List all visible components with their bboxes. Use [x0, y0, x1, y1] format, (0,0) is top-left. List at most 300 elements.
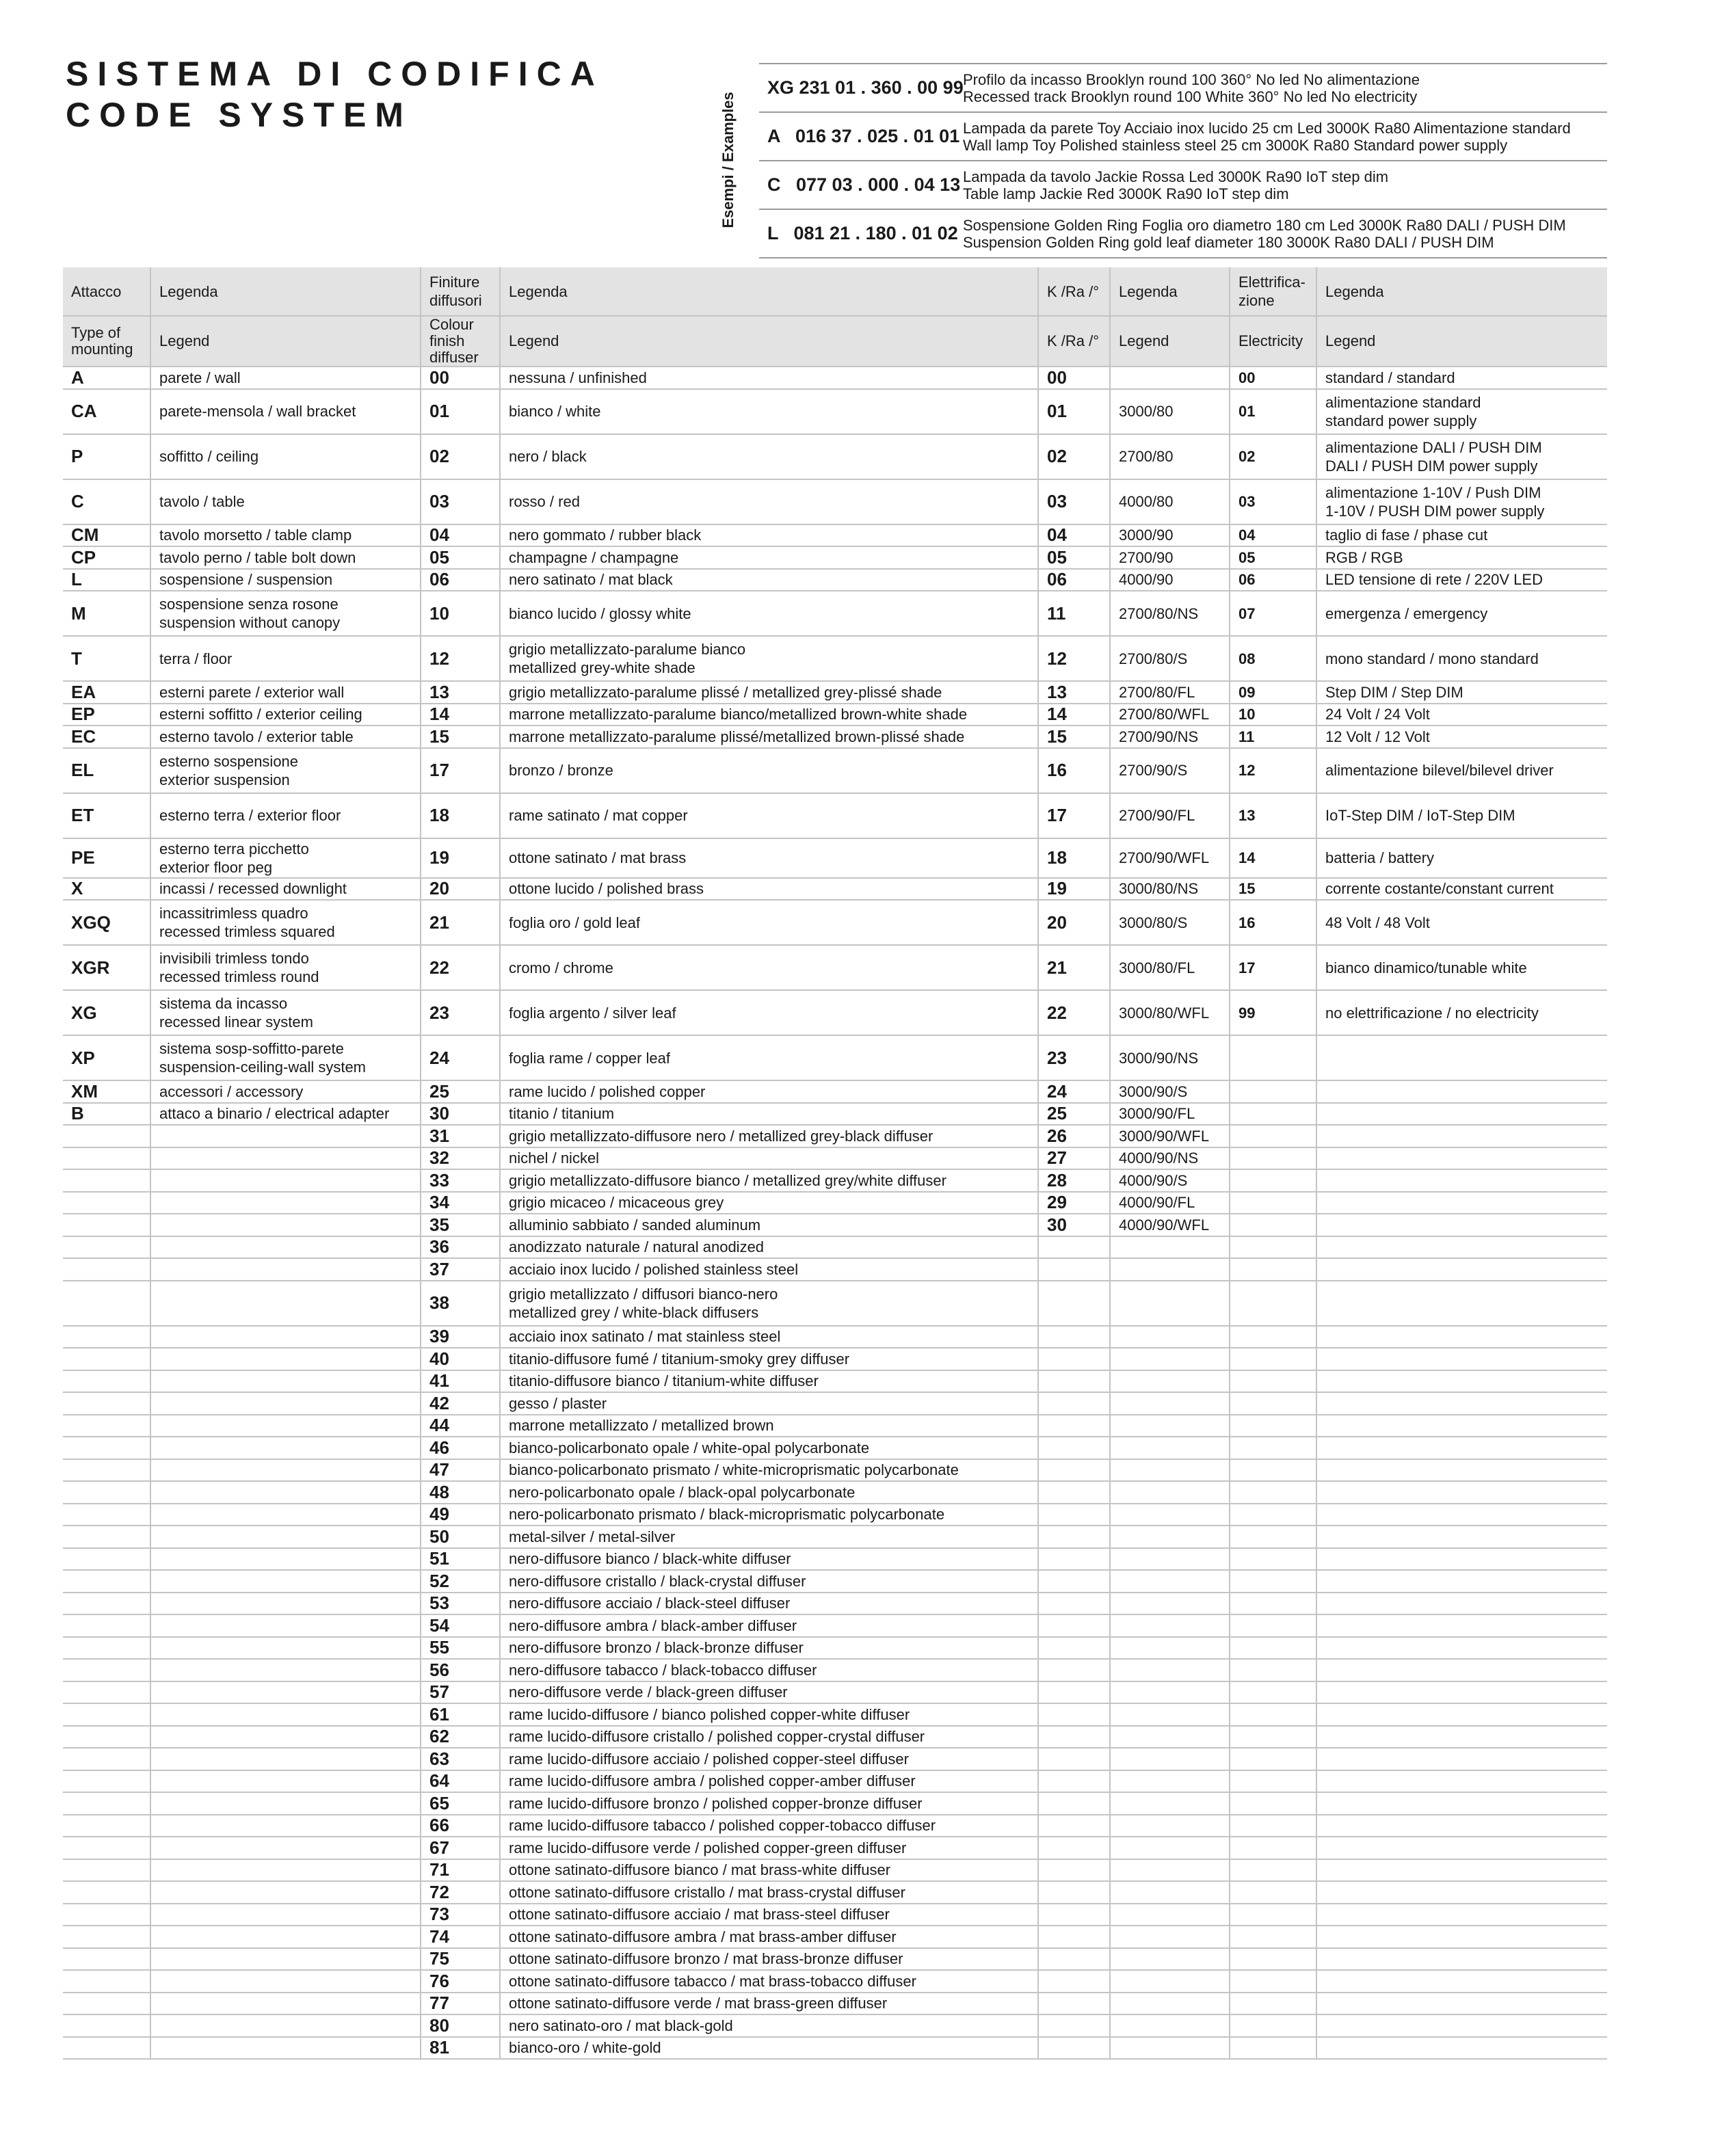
example-code: A 016 37 . 025 . 01 01 [759, 112, 957, 161]
kra-code [1038, 1370, 1110, 1393]
table-row [63, 1481, 1607, 1504]
mounting-legend [150, 1348, 421, 1370]
finish-code: 42 [421, 1392, 500, 1415]
electricity-code: 04 [1230, 524, 1316, 547]
kra-legend [1110, 1881, 1230, 1904]
kra-code [1038, 1570, 1110, 1593]
mounting-code [63, 1748, 150, 1770]
kra-legend: 4000/90 [1110, 569, 1230, 591]
mounting-legend: incassi / recessed downlight [150, 878, 421, 901]
kra-code [1038, 1726, 1110, 1748]
electricity-code: 14 [1230, 838, 1316, 878]
electricity-legend: mono standard / mono standard [1316, 636, 1607, 681]
mounting-code [63, 1370, 150, 1393]
table-row [63, 1770, 1607, 1793]
electricity-code [1230, 1948, 1316, 1971]
mounting-code [63, 1859, 150, 1882]
kra-code: 21 [1038, 945, 1110, 990]
electricity-legend: alimentazione DALI / PUSH DIM DALI / PUSH DIM power supply [1316, 434, 1607, 479]
kra-legend: 2700/80/NS [1110, 591, 1230, 636]
finish-code: 06 [421, 569, 500, 591]
mounting-code: EA [63, 681, 150, 704]
finish-code: 74 [421, 1926, 500, 1948]
mounting-code [63, 1481, 150, 1504]
mounting-code [63, 1681, 150, 1704]
kra-code [1038, 2014, 1110, 2037]
kra-code [1038, 1258, 1110, 1281]
mounting-code [63, 1281, 150, 1326]
table-row [63, 1125, 1607, 1147]
electricity-code [1230, 1593, 1316, 1615]
kra-code [1038, 1281, 1110, 1326]
electricity-code [1230, 1214, 1316, 1236]
table-row [63, 1281, 1607, 1326]
electricity-legend: 24 Volt / 24 Volt [1316, 704, 1607, 726]
table-row [63, 569, 1607, 591]
mounting-legend [150, 1681, 421, 1704]
finish-legend: bronzo / bronze [500, 748, 1038, 793]
header-legend: Legend [150, 316, 421, 367]
mounting-code [63, 1526, 150, 1548]
table-row [63, 1993, 1607, 2015]
kra-legend [1110, 1681, 1230, 1704]
examples-label [713, 63, 744, 257]
table-row [63, 1035, 1607, 1080]
finish-code: 21 [421, 900, 500, 945]
header-mounting: Attacco [63, 267, 150, 316]
electricity-code [1230, 1481, 1316, 1504]
electricity-legend: standard / standard [1316, 367, 1607, 389]
electricity-legend [1316, 2014, 1607, 2037]
example-code: C 077 03 . 000 . 04 13 [759, 161, 957, 209]
electricity-legend: RGB / RGB [1316, 546, 1607, 569]
mounting-legend [150, 1481, 421, 1504]
electricity-legend [1316, 1993, 1607, 2015]
kra-code: 06 [1038, 569, 1110, 591]
mounting-legend [150, 1837, 421, 1859]
electricity-code [1230, 1926, 1316, 1948]
mounting-legend [150, 1703, 421, 1726]
electricity-code [1230, 1169, 1316, 1192]
finish-code: 32 [421, 1147, 500, 1170]
finish-legend: titanio-diffusore fumé / titanium-smoky grey diffuser [500, 1348, 1038, 1370]
electricity-code [1230, 1570, 1316, 1593]
finish-legend: foglia oro / gold leaf [500, 900, 1038, 945]
mounting-legend [150, 1948, 421, 1971]
mounting-code: EC [63, 726, 150, 748]
electricity-code: 02 [1230, 434, 1316, 479]
kra-legend [1110, 1526, 1230, 1548]
mounting-legend [150, 1370, 421, 1393]
electricity-code [1230, 1614, 1316, 1637]
kra-legend: 4000/90/S [1110, 1169, 1230, 1192]
example-code: XG 231 01 . 360 . 00 99 [759, 64, 957, 112]
table-row [63, 479, 1607, 524]
finish-legend: champagne / champagne [500, 546, 1038, 569]
table-row [63, 1192, 1607, 1214]
table-row [63, 681, 1607, 704]
table-row [63, 990, 1607, 1035]
table-row [63, 900, 1607, 945]
electricity-code [1230, 1904, 1316, 1926]
table-row [63, 1681, 1607, 1704]
electricity-code [1230, 1659, 1316, 1681]
kra-code [1038, 1748, 1110, 1770]
kra-legend [1110, 1926, 1230, 1948]
kra-code: 19 [1038, 878, 1110, 901]
electricity-code [1230, 1459, 1316, 1482]
header-finish: Colour finish diffuser [421, 316, 500, 367]
kra-legend [1110, 1859, 1230, 1882]
kra-legend [1110, 1415, 1230, 1437]
finish-code: 73 [421, 1904, 500, 1926]
mounting-legend: tavolo / table [150, 479, 421, 524]
finish-code: 12 [421, 636, 500, 681]
electricity-code: 11 [1230, 726, 1316, 748]
finish-legend: nero-diffusore bronzo / black-bronze diffuser [500, 1637, 1038, 1660]
mounting-legend [150, 1548, 421, 1571]
finish-legend: rame lucido / polished copper [500, 1080, 1038, 1103]
kra-code [1038, 1926, 1110, 1948]
table-row [63, 2037, 1607, 2060]
kra-code: 12 [1038, 636, 1110, 681]
finish-legend: nessuna / unfinished [500, 367, 1038, 389]
mounting-legend [150, 1281, 421, 1326]
kra-code [1038, 1459, 1110, 1482]
table-row [63, 1703, 1607, 1726]
finish-legend: grigio micaceo / micaceous grey [500, 1192, 1038, 1214]
kra-code [1038, 1504, 1110, 1526]
kra-legend [1110, 1726, 1230, 1748]
mounting-code [63, 1904, 150, 1926]
kra-legend [1110, 1548, 1230, 1571]
mounting-code: X [63, 878, 150, 901]
electricity-legend [1316, 1970, 1607, 1993]
mounting-legend: sistema da incasso recessed linear system [150, 990, 421, 1035]
finish-legend: rame lucido-diffusore tabacco / polished copper-tobacco diffuser [500, 1815, 1038, 1837]
table-row [63, 704, 1607, 726]
electricity-code [1230, 1103, 1316, 1126]
electricity-legend [1316, 2037, 1607, 2060]
finish-code: 44 [421, 1415, 500, 1437]
mounting-code: C [63, 479, 150, 524]
table-row [63, 1459, 1607, 1482]
kra-legend: 2700/80/FL [1110, 681, 1230, 704]
electricity-legend [1316, 1415, 1607, 1437]
mounting-legend: soffitto / ceiling [150, 434, 421, 479]
mounting-code [63, 1815, 150, 1837]
finish-code: 05 [421, 546, 500, 569]
finish-code: 40 [421, 1348, 500, 1370]
electricity-code [1230, 1326, 1316, 1348]
finish-legend: rame lucido-diffusore acciaio / polished copper-steel diffuser [500, 1748, 1038, 1770]
mounting-legend [150, 1970, 421, 1993]
table-row [63, 1970, 1607, 1993]
mounting-code [63, 1236, 150, 1259]
table-row [63, 1415, 1607, 1437]
mounting-code: XGR [63, 945, 150, 990]
kra-legend [1110, 1348, 1230, 1370]
finish-legend: alluminio sabbiato / sanded aluminum [500, 1214, 1038, 1236]
kra-legend: 2700/90/WFL [1110, 838, 1230, 878]
finish-code: 72 [421, 1881, 500, 1904]
table-row [63, 389, 1607, 434]
electricity-legend [1316, 1570, 1607, 1593]
electricity-legend: Step DIM / Step DIM [1316, 681, 1607, 704]
electricity-legend [1316, 1637, 1607, 1660]
table-row [63, 726, 1607, 748]
kra-legend [1110, 1703, 1230, 1726]
electricity-code [1230, 1392, 1316, 1415]
mounting-code [63, 1415, 150, 1437]
finish-legend: grigio metallizzato-paralume plissé / metallized grey-plissé shade [500, 681, 1038, 704]
example-row [759, 112, 1607, 161]
electricity-code [1230, 1792, 1316, 1815]
mounting-legend: tavolo perno / table bolt down [150, 546, 421, 569]
finish-legend: nichel / nickel [500, 1147, 1038, 1170]
example-description [957, 161, 1607, 209]
kra-code [1038, 1548, 1110, 1571]
kra-legend [1110, 1481, 1230, 1504]
header-legend: Legend [500, 316, 1038, 367]
mounting-legend [150, 1993, 421, 2015]
electricity-legend [1316, 1214, 1607, 1236]
table-row [63, 1236, 1607, 1259]
kra-legend [1110, 1370, 1230, 1393]
finish-code: 02 [421, 434, 500, 479]
mounting-legend: incassitrimless quadro recessed trimless squared [150, 900, 421, 945]
electricity-code [1230, 1881, 1316, 1904]
mounting-legend [150, 1659, 421, 1681]
table-row [63, 1837, 1607, 1859]
mounting-code [63, 1326, 150, 1348]
example-row [759, 161, 1607, 209]
electricity-legend [1316, 1904, 1607, 1926]
electricity-code [1230, 1370, 1316, 1393]
mounting-code [63, 1192, 150, 1214]
kra-code [1038, 1681, 1110, 1704]
mounting-code [63, 1993, 150, 2015]
mounting-legend [150, 1437, 421, 1459]
finish-code: 76 [421, 1970, 500, 1993]
electricity-code [1230, 1236, 1316, 1259]
finish-legend: bianco lucido / glossy white [500, 591, 1038, 636]
kra-legend: 2700/80/S [1110, 636, 1230, 681]
table-row [63, 1258, 1607, 1281]
electricity-legend [1316, 1437, 1607, 1459]
header-mounting: Type of mounting [63, 316, 150, 367]
mounting-code: B [63, 1103, 150, 1126]
mounting-legend: attaco a binario / electrical adapter [150, 1103, 421, 1126]
mounting-code: EP [63, 704, 150, 726]
electricity-code [1230, 1637, 1316, 1660]
electricity-legend [1316, 1948, 1607, 1971]
kra-legend [1110, 1236, 1230, 1259]
finish-code: 18 [421, 793, 500, 838]
mounting-legend: invisibili trimless tondo recessed trimless round [150, 945, 421, 990]
electricity-legend [1316, 1681, 1607, 1704]
mounting-legend [150, 1258, 421, 1281]
kra-code: 01 [1038, 389, 1110, 434]
kra-code: 27 [1038, 1147, 1110, 1170]
finish-code: 31 [421, 1125, 500, 1147]
finish-code: 35 [421, 1214, 500, 1236]
kra-legend [1110, 1792, 1230, 1815]
electricity-code [1230, 1035, 1316, 1080]
electricity-legend [1316, 1703, 1607, 1726]
finish-code: 17 [421, 748, 500, 793]
finish-legend: gesso / plaster [500, 1392, 1038, 1415]
header-kra: K /Ra /° [1038, 316, 1110, 367]
table-row [63, 1948, 1607, 1971]
finish-legend: marrone metallizzato / metallized brown [500, 1415, 1038, 1437]
finish-legend: ottone satinato-diffusore bronzo / mat brass-bronze diffuser [500, 1948, 1038, 1971]
kra-legend [1110, 1748, 1230, 1770]
kra-legend [1110, 2014, 1230, 2037]
electricity-code [1230, 1859, 1316, 1882]
kra-code [1038, 1881, 1110, 1904]
table-row [63, 945, 1607, 990]
kra-code [1038, 1948, 1110, 1971]
header-legend: Legenda [1316, 267, 1607, 316]
kra-code [1038, 1348, 1110, 1370]
finish-legend: nero-diffusore verde / black-green diffuser [500, 1681, 1038, 1704]
electricity-code [1230, 1348, 1316, 1370]
finish-code: 67 [421, 1837, 500, 1859]
electricity-code: 08 [1230, 636, 1316, 681]
mounting-legend [150, 1392, 421, 1415]
finish-legend: bianco-policarbonato opale / white-opal polycarbonate [500, 1437, 1038, 1459]
finish-legend: ottone satinato / mat brass [500, 838, 1038, 878]
kra-code: 28 [1038, 1169, 1110, 1192]
electricity-code: 10 [1230, 704, 1316, 726]
table-row [63, 1548, 1607, 1571]
mounting-legend [150, 1593, 421, 1615]
kra-code: 22 [1038, 990, 1110, 1035]
mounting-legend [150, 1748, 421, 1770]
kra-legend [1110, 2037, 1230, 2060]
mounting-legend [150, 1169, 421, 1192]
finish-code: 24 [421, 1035, 500, 1080]
mounting-code [63, 1637, 150, 1660]
kra-code [1038, 1392, 1110, 1415]
finish-code: 33 [421, 1169, 500, 1192]
electricity-code [1230, 1147, 1316, 1170]
finish-code: 37 [421, 1258, 500, 1281]
electricity-code [1230, 2037, 1316, 2060]
kra-legend [1110, 1659, 1230, 1681]
electricity-code: 05 [1230, 546, 1316, 569]
example-description-english: Wall lamp Toy Polished stainless steel 25 cm 3000K Ra80 Standard power supply [963, 136, 1508, 154]
finish-legend: cromo / chrome [500, 945, 1038, 990]
finish-legend: grigio metallizzato-diffusore nero / metallized grey-black diffuser [500, 1125, 1038, 1147]
electricity-legend [1316, 1192, 1607, 1214]
electricity-code [1230, 1770, 1316, 1793]
finish-code: 41 [421, 1370, 500, 1393]
mounting-code [63, 1593, 150, 1615]
finish-code: 39 [421, 1326, 500, 1348]
example-description [957, 64, 1607, 112]
electricity-code [1230, 1815, 1316, 1837]
finish-legend: bianco / white [500, 389, 1038, 434]
electricity-code: 03 [1230, 479, 1316, 524]
mounting-code [63, 1926, 150, 1948]
header-electricity: Electricity [1230, 316, 1316, 367]
mounting-code: XP [63, 1035, 150, 1080]
mounting-legend [150, 1859, 421, 1882]
finish-legend: ottone satinato-diffusore cristallo / mat brass-crystal diffuser [500, 1881, 1038, 1904]
header-legend: Legenda [1110, 267, 1230, 316]
electricity-legend [1316, 1659, 1607, 1681]
electricity-code: 01 [1230, 389, 1316, 434]
header-finish: Finiture diffusori [421, 267, 500, 316]
electricity-code [1230, 1281, 1316, 1326]
kra-code [1038, 1415, 1110, 1437]
finish-legend: marrone metallizzato-paralume plissé/metallized brown-plissé shade [500, 726, 1038, 748]
finish-code: 22 [421, 945, 500, 990]
kra-code: 25 [1038, 1103, 1110, 1126]
title-english: CODE SYSTEM [66, 96, 412, 134]
finish-code: 13 [421, 681, 500, 704]
finish-code: 00 [421, 367, 500, 389]
kra-legend [1110, 1815, 1230, 1837]
mounting-legend [150, 1526, 421, 1548]
finish-legend: bianco-oro / white-gold [500, 2037, 1038, 2060]
kra-code: 15 [1038, 726, 1110, 748]
mounting-legend [150, 1570, 421, 1593]
kra-legend [1110, 1970, 1230, 1993]
mounting-legend [150, 1926, 421, 1948]
electricity-legend [1316, 1080, 1607, 1103]
mounting-code [63, 1392, 150, 1415]
electricity-code [1230, 1192, 1316, 1214]
electricity-code [1230, 1125, 1316, 1147]
kra-legend [1110, 1637, 1230, 1660]
electricity-legend: taglio di fase / phase cut [1316, 524, 1607, 547]
mounting-code [63, 1948, 150, 1971]
kra-legend: 4000/90/NS [1110, 1147, 1230, 1170]
table-row [63, 1881, 1607, 1904]
electricity-code [1230, 1258, 1316, 1281]
finish-code: 57 [421, 1681, 500, 1704]
example-row [759, 209, 1607, 258]
finish-code: 65 [421, 1792, 500, 1815]
finish-code: 51 [421, 1548, 500, 1571]
finish-legend: acciaio inox satinato / mat stainless steel [500, 1326, 1038, 1348]
header-row-english [63, 316, 1607, 367]
finish-code: 10 [421, 591, 500, 636]
table-row [63, 748, 1607, 793]
kra-legend: 3000/80 [1110, 389, 1230, 434]
finish-legend: grigio metallizzato / diffusori bianco-nero metallized grey / white-black diffusers [500, 1281, 1038, 1326]
electricity-legend [1316, 1392, 1607, 1415]
mounting-legend: esterno sospensione exterior suspension [150, 748, 421, 793]
finish-legend: rame lucido-diffusore ambra / polished copper-amber diffuser [500, 1770, 1038, 1793]
finish-code: 61 [421, 1703, 500, 1726]
kra-code [1038, 1703, 1110, 1726]
mounting-legend: esterno terra / exterior floor [150, 793, 421, 838]
finish-legend: titanio-diffusore bianco / titanium-white diffuser [500, 1370, 1038, 1393]
kra-code [1038, 1859, 1110, 1882]
example-description-italian: Lampada da tavolo Jackie Rossa Led 3000K Ra90 IoT step dim [963, 168, 1389, 185]
finish-code: 03 [421, 479, 500, 524]
mounting-legend: sospensione / suspension [150, 569, 421, 591]
electricity-legend [1316, 1147, 1607, 1170]
mounting-code [63, 1570, 150, 1593]
mounting-code: XG [63, 990, 150, 1035]
kra-code: 18 [1038, 838, 1110, 878]
table-row [63, 1726, 1607, 1748]
